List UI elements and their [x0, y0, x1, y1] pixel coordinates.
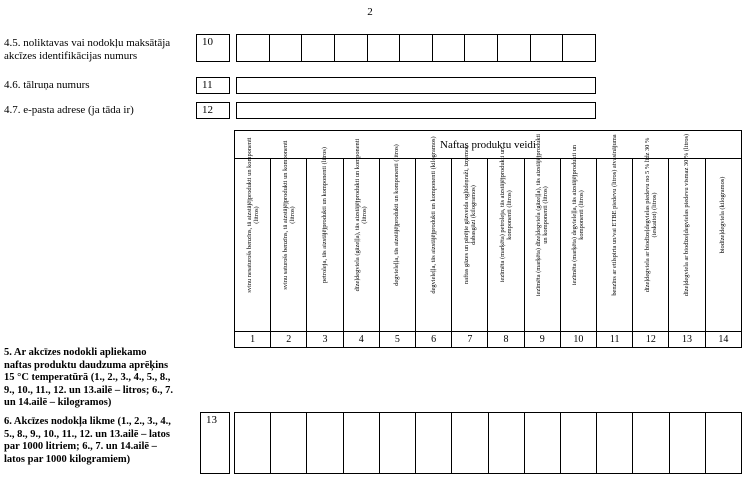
tax-rate-cell[interactable] — [706, 413, 741, 473]
phone-number-input[interactable] — [236, 77, 596, 94]
column-number: 11 — [597, 332, 633, 348]
column-number: 7 — [452, 332, 488, 348]
column-number: 4 — [343, 332, 379, 348]
column-header-text: iezīmēta (marķēta) dīzeļdegviela (gāzeļļa), tās aizstājējprodukti un komponenti (litros) — [534, 133, 550, 297]
section-6-line: 5., 8., 9., 10., 11., 12. un 13.ailē – latos — [4, 428, 170, 440]
tax-rate-cell[interactable] — [307, 413, 343, 473]
field-4-7-code: 12 — [196, 102, 230, 119]
column-header-11 — [597, 134, 633, 332]
tax-rate-cell[interactable] — [416, 413, 452, 473]
column-number: 3 — [307, 332, 343, 348]
tax-rate-cell[interactable] — [561, 413, 597, 473]
column-number: 8 — [488, 332, 524, 348]
field-4-5-label — [4, 37, 170, 63]
column-header-6 — [416, 136, 452, 332]
field-4-7-label: 4.7. e-pasta adrese (ja tāda ir) — [4, 104, 134, 116]
column-header-text: degvieleļļa, tās aizstājējprodukti un komponenti (kilogramos) — [429, 136, 437, 294]
column-header-9 — [524, 133, 560, 332]
column-header-text: dīzeļdegviela ar biodīzeļdegvielas piedevu no 5 % līdz 30 % (ieskaitot) (litros) — [643, 137, 658, 293]
fuel-types-table — [234, 130, 742, 348]
column-header-text: svinu nesaturošs benzīns, tā aizstājējprodukti un komponenti (litros) — [245, 137, 260, 293]
column-header-12 — [633, 137, 669, 332]
column-header-text: dīzeļdegviela ar biodīzeļdegvielas piedevu vismaz 30 % (litros) — [683, 133, 691, 297]
section-5-label — [4, 347, 173, 410]
column-header-4 — [343, 138, 379, 332]
column-number: 14 — [705, 332, 741, 348]
column-header-text: degvieleļļa, tās aizstājējprodukti un komponenti (litros) — [393, 144, 401, 286]
column-number: 2 — [271, 332, 307, 348]
section-5-line: 5. Ar akcīzes nodokli apliekamo — [4, 347, 147, 358]
field-4-5-code: 10 — [196, 34, 230, 62]
section-6-line: 6. Akcīzes nodokļa likme (1., 2., 3., 4., — [4, 416, 171, 427]
column-number: 5 — [379, 332, 415, 348]
tax-rate-cell[interactable] — [525, 413, 561, 473]
column-header-text: naftas gāzes un pārējie gāzveida ogļūdeņraži, izņemot dabasgāzi (kilogramos) — [462, 146, 477, 284]
section-5-line: 15 °C temperatūrā (1., 2., 3., 4., 5., 8., — [4, 372, 171, 383]
section-6-code: 13 — [200, 412, 230, 474]
tax-rate-cell[interactable] — [633, 413, 669, 473]
section-6-line: par 1000 litriem; 6., 7. un 14.ailē – — [4, 441, 157, 452]
tax-rate-row[interactable] — [234, 412, 742, 474]
column-header-14 — [705, 159, 741, 332]
tax-rate-cell[interactable] — [380, 413, 416, 473]
field-4-5-input[interactable] — [236, 34, 596, 62]
column-number: 1 — [235, 332, 271, 348]
tax-rate-cell[interactable] — [670, 413, 706, 473]
table-header: Naftas produktu veidi — [235, 131, 742, 159]
column-header-text: petroleja, tās aizstājējprodukti un komponenti (litros) — [321, 147, 329, 283]
field-4-6-label: 4.6. tālruņa numurs — [4, 79, 90, 91]
section-5-line: 9., 10., 11., 12. un 13.ailē – litros; 6., 7. — [4, 384, 173, 396]
page-number: 2 — [367, 6, 373, 18]
column-header-2 — [271, 140, 307, 332]
tax-rate-cell[interactable] — [235, 413, 271, 473]
column-number: 13 — [669, 332, 705, 348]
field-4-6-code: 11 — [196, 77, 230, 94]
column-header-text: dīzeļdegviela (gāzeļļa), tās aizstājējprodukti un komponenti (litros) — [353, 138, 369, 292]
column-number: 10 — [560, 332, 596, 348]
column-header-5 — [379, 144, 415, 332]
section-5-line: un 14.ailē – kilogramos) — [4, 397, 112, 408]
field-4-5-label-line1: 4.5. noliktavas vai nodokļu maksātāja — [4, 37, 171, 49]
section-6-line: latos par 1000 kilogramiem) — [4, 453, 131, 465]
column-header-7 — [452, 146, 488, 332]
column-header-8 — [488, 147, 524, 332]
column-number: 12 — [633, 332, 669, 348]
field-4-5-label-line2: akcīzes identifikācijas numurs — [4, 50, 138, 62]
tax-rate-cell[interactable] — [271, 413, 307, 473]
section-5-line: naftas produktu daudzuma aprēķins — [4, 359, 169, 371]
tax-rate-cell[interactable] — [489, 413, 525, 473]
column-number: 6 — [416, 332, 452, 348]
tax-rate-cell[interactable] — [597, 413, 633, 473]
column-header-10 — [560, 144, 596, 332]
column-header-text: svinu saturošs benzīns, tā aizstājējprodukti un komponenti (litros) — [281, 140, 296, 290]
column-header-13 — [669, 133, 705, 332]
column-header-1 — [235, 137, 271, 332]
tax-rate-cell[interactable] — [344, 413, 380, 473]
column-header-text: iezīmēta (marķēta) degvieleļļa, tās aizstājējprodukti un komponenti (litros) — [571, 144, 586, 286]
column-header-text: biodīzeļdegviela (kilogramos) — [719, 176, 727, 254]
column-number: 9 — [524, 332, 560, 348]
section-6-label — [4, 416, 171, 466]
tax-rate-cell[interactable] — [452, 413, 488, 473]
column-header-3 — [307, 147, 343, 332]
email-input[interactable] — [236, 102, 596, 119]
column-header-text: benzīns ar etilspirta un/vai ETBE piedevu (litros) atvasinājuma — [610, 134, 618, 296]
column-header-text: iezīmēta (marķēta) petroleja, tās aizstājējprodukti un komponenti (litros) — [498, 147, 514, 283]
